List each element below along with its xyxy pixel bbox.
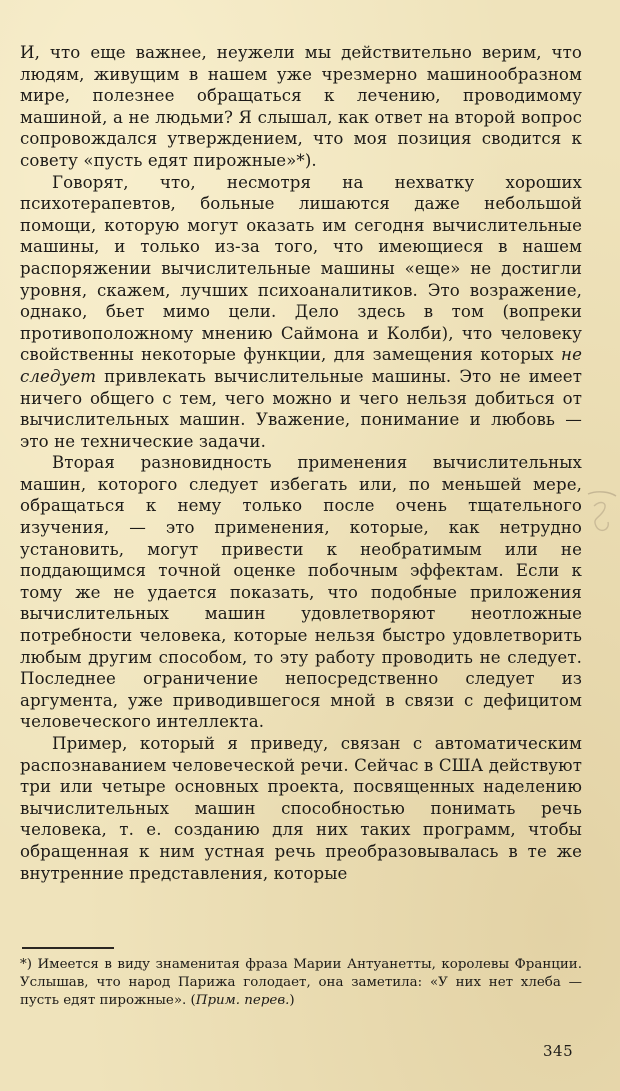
margin-pencil-mark bbox=[584, 488, 620, 544]
paragraph-4: Пример, который я приведу, связан с автоматическим распознаванием человеческой речи. Сейчас в США действуют три или четыре основных проекта, посвященных наделению вычислительных машин способностью понимать речь человека, т. е. созданию для них таких программ, чтобы обращенная к ним устная речь преобразовывалась в те же внутренние представления, которые bbox=[20, 734, 582, 883]
footnote-text: *) Имеется в виду знаменитая фраза Марии Антуанетты, королевы Франции. Услышав, что народ Парижа голодает, она заметила: «У них нет хлеба — пусть едят пирожные». ( bbox=[20, 957, 582, 1008]
footnote-close: ) bbox=[289, 993, 295, 1008]
paragraph-2 bbox=[20, 172, 582, 453]
pencil-scribble-icon bbox=[584, 488, 620, 544]
body-text bbox=[20, 42, 582, 884]
paragraph-2-part-2: привлекать вычислительные машины. Это не имеет ничего общего с тем, чего можно и чего нельзя добиться от вычислительных машин. Уважение, понимание и любовь — это не технические задачи. bbox=[20, 366, 582, 451]
paragraph-1: И, что еще важнее, неужели мы действительно верим, что людям, живущим в нашем уже чрезмерно машинообразном мире, полезнее обращаться к лечению, проводимому машиной, а не людьми? Я слышал, как ответ на второй вопрос сопровождался утверждением, что моя позиция сводится к совету «пусть едят пирожные»*). bbox=[20, 43, 582, 170]
book-page bbox=[20, 42, 582, 1060]
footnote-divider bbox=[22, 947, 114, 949]
paragraph-2-emphasis: не следует bbox=[20, 345, 582, 386]
paragraph-2-part-1: Говорят, что, несмотря на нехватку хороших психотерапевтов, больные лишаются даже небольшой помощи, которую могут оказать им сегодня вычислительные машины, и только из-за того, что имеющиеся в нашем распоряжении вычислительные машины «еще» не достигли уровня, скажем, лучших психоаналитиков. Это возражение, однако, бьет мимо цели. Дело здесь в том (вопреки противоположному мнению Саймона и Колби), что человеку свойственны некоторые функции, для замещения которых bbox=[20, 172, 582, 365]
page-number: 345 bbox=[543, 1042, 574, 1060]
paragraph-3: Вторая разновидность применения вычислительных машин, которого следует избегать или, по меньшей мере, обращаться к нему только после очень тщательного изучения, — это применения, которые, как нетрудно установить, могут привести к необратимым или не поддающимся точной оценке побочным эффектам. Если к тому же не удается показать, что подобные приложения вычислительных машин удовлетворяют неотложные потребности человека, которые нельзя быстро удовлетворить любым другим способом, то эту работу проводить не следует. Последнее ограничение непосредственно следует из аргумента, уже приводившегося мной в связи с дефицитом человеческого интеллекта. bbox=[20, 453, 582, 732]
footnote-note: Прим. перев. bbox=[195, 993, 290, 1008]
footnote bbox=[20, 956, 582, 1010]
